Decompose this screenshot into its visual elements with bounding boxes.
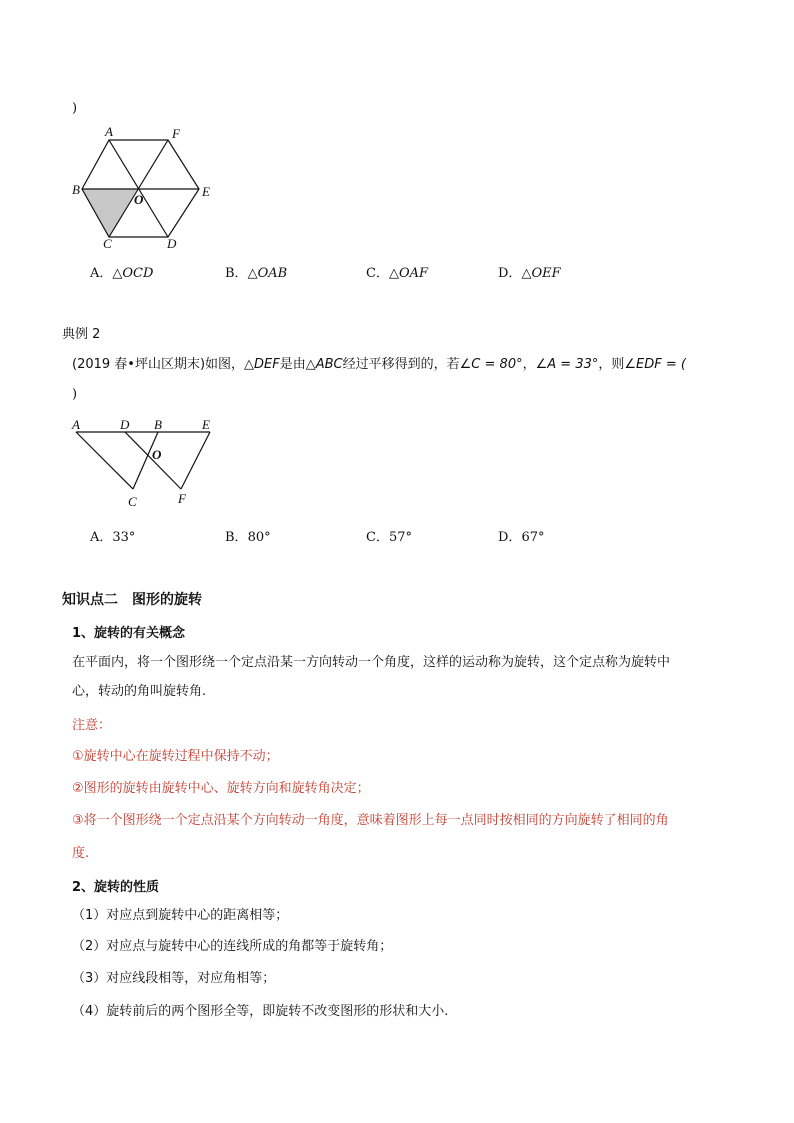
label2-C: C [128,494,137,509]
shaded-triangle-obc [82,189,137,237]
note-title: 注意： [72,718,112,733]
note-item-3-line-2: 度. [72,846,90,861]
q1-option-d[interactable]: D．△OEF [498,266,561,281]
label-D: D [167,236,177,251]
line-fe [181,432,210,489]
q1-option-a[interactable]: A．△OCD [90,266,154,281]
definition-line-1: 在平面内，将一个图形绕一个定点沿某一方向转动一个角度，这样的运动称为旋转，这个定点称为旋转中 [72,655,671,670]
definition-line-2: 心，转动的角叫旋转角. [72,684,207,699]
property-item-4: （4）旋转前后的两个图形全等，即旋转不改变图形的形状和大小. [72,1004,449,1019]
property-item-3: （3）对应线段相等，对应角相等； [72,971,276,986]
label2-F: F [178,491,186,506]
label2-A: A [72,417,80,432]
label-F: F [172,126,180,141]
label2-B: B [154,417,162,432]
note-item-1: ①旋转中心在旋转过程中保持不动； [72,749,279,764]
q1-option-c[interactable]: C．△OAF [366,266,429,281]
property-item-1: （1）对应点到旋转中心的距离相等； [72,908,289,923]
q2-option-c[interactable]: C．57° [366,530,412,545]
label-B: B [72,182,80,197]
q2-stem: (2019 春•坪山区期末)如图，△DEF是由△ABC经过平移得到的，若∠C = 80°，∠A = 33°，则∠EDF = ( [72,357,686,372]
q2-paren-close: ) [72,387,78,402]
q1-paren-close: ) [72,101,78,116]
label-A: A [105,124,113,139]
line-ac [76,432,133,489]
note-item-2: ②图形的旋转由旋转中心、旋转方向和旋转角决定； [72,781,370,796]
subheading-rotation-properties: 2、旋转的性质 [72,880,160,895]
note-item-3-line-1: ③将一个图形绕一个定点沿某个方向转动一角度，意味着图形上每一点同时按相同的方向旋转了相同的角 [72,813,669,828]
q2-heading: 典例 2 [62,327,101,342]
label2-O: O [152,447,162,462]
q2-option-b[interactable]: B．80° [225,530,271,545]
label2-D: D [120,417,130,432]
section-title: 知识点二 图形的旋转 [62,592,202,608]
subheading-rotation-concept: 1、旋转的有关概念 [72,626,186,641]
label-E: E [202,184,210,199]
label-C: C [103,236,112,251]
q2-option-a[interactable]: A．33° [90,530,136,545]
q1-option-b[interactable]: B．△OAB [225,266,288,281]
q2-option-d[interactable]: D．67° [498,530,545,545]
label-O: O [134,192,144,207]
property-item-2: （2）对应点与旋转中心的连线所成的角都等于旋转角； [72,939,393,954]
label2-E: E [202,417,210,432]
